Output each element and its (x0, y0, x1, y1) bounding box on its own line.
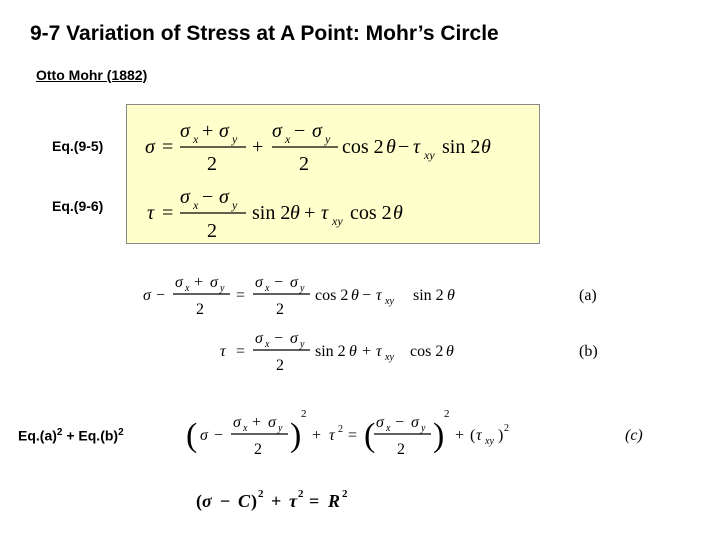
svg-text:−: − (274, 274, 284, 291)
svg-text:τ: τ (413, 136, 421, 158)
svg-text:2: 2 (299, 153, 309, 175)
svg-text:C: C (238, 491, 251, 511)
svg-text:σ: σ (145, 136, 155, 158)
equation-tag-a: (a) (579, 287, 597, 304)
svg-text:2: 2 (207, 220, 217, 242)
svg-text:=: = (348, 427, 358, 444)
svg-text:−: − (202, 186, 214, 208)
svg-text:τ: τ (376, 287, 382, 304)
svg-text:−: − (220, 491, 231, 511)
svg-text:=: = (162, 136, 174, 158)
svg-text:−: − (294, 120, 306, 142)
svg-text:=: = (162, 202, 174, 224)
svg-text:+: + (252, 414, 262, 431)
svg-text:σ: σ (143, 287, 151, 304)
equation-sum-label: $Eq.(a)^2 + Eq.(b)^2$ (18, 427, 124, 444)
svg-text:τ: τ (376, 343, 382, 360)
equation-tag-b: (b) (579, 343, 598, 360)
svg-text:2: 2 (444, 408, 450, 420)
svg-text:y: y (232, 132, 238, 146)
equation-9-5 (145, 120, 491, 175)
svg-text:σ: σ (219, 186, 229, 208)
svg-text:x: x (193, 132, 199, 146)
equation-c (186, 408, 509, 458)
equation-a (143, 274, 455, 318)
svg-text:x: x (193, 198, 199, 212)
svg-text:sin 2: sin 2 (442, 136, 481, 158)
svg-text:y: y (421, 423, 426, 434)
svg-text:σ: σ (312, 120, 322, 142)
svg-text:y: y (220, 283, 225, 294)
svg-text:2: 2 (196, 301, 204, 318)
svg-text:=: = (236, 343, 246, 360)
svg-text:−: − (214, 427, 224, 444)
svg-text:=: = (309, 491, 320, 511)
svg-text:(: ( (196, 491, 202, 511)
slide-title: 9-7 Variation of Stress at A Point: Mohr’s Circle (30, 22, 499, 45)
svg-text:(: ( (470, 427, 476, 444)
svg-text:+: + (194, 274, 204, 291)
svg-text:τ: τ (220, 343, 226, 360)
svg-text:−: − (274, 330, 284, 347)
svg-text:θ: θ (481, 136, 491, 158)
svg-text:): ) (251, 491, 257, 511)
svg-text:σ: σ (202, 491, 212, 511)
svg-text:+: + (455, 427, 465, 444)
svg-text:−: − (156, 287, 166, 304)
svg-text:x: x (386, 423, 391, 434)
svg-text:τ: τ (329, 427, 335, 444)
svg-text:τ: τ (289, 491, 297, 511)
svg-text:σ: σ (411, 414, 419, 431)
svg-text:σ: σ (180, 186, 190, 208)
author-credit: Otto Mohr (1882) (36, 67, 148, 83)
equation-label-9-6: Eq.(9-6) (52, 198, 104, 214)
svg-text:θ: θ (290, 202, 300, 224)
svg-text:σ: σ (233, 414, 241, 431)
svg-text:τ: τ (147, 202, 155, 224)
svg-text:σ: σ (290, 330, 298, 347)
svg-text:σ: σ (210, 274, 218, 291)
svg-text:cos 2: cos 2 (350, 202, 392, 224)
svg-text:2: 2 (254, 441, 262, 458)
svg-text:): ) (433, 417, 445, 454)
svg-text:2: 2 (276, 301, 284, 318)
circle-equation (196, 488, 348, 512)
svg-text:θ: θ (393, 202, 403, 224)
svg-text:xy: xy (424, 148, 435, 162)
svg-text:θ: θ (386, 136, 396, 158)
svg-text:2: 2 (276, 357, 284, 374)
svg-text:xy: xy (385, 296, 394, 307)
svg-text:R: R (328, 491, 341, 511)
svg-text:y: y (300, 339, 305, 350)
svg-text:+: + (252, 136, 264, 158)
svg-text:−: − (362, 287, 372, 304)
svg-text:(: ( (186, 417, 198, 454)
svg-text:+: + (202, 120, 214, 142)
svg-text:2: 2 (397, 441, 405, 458)
svg-text:+: + (312, 427, 322, 444)
svg-text:sin 2: sin 2 (413, 287, 444, 304)
svg-text:−: − (398, 136, 410, 158)
svg-text:): ) (290, 417, 302, 454)
svg-text:θ: θ (349, 343, 357, 360)
svg-text:xy: xy (385, 352, 394, 363)
svg-text:σ: σ (180, 120, 190, 142)
svg-text:sin 2: sin 2 (252, 202, 291, 224)
equation-tag-c: (c) (625, 427, 643, 444)
svg-text:2: 2 (258, 488, 264, 500)
svg-text:(: ( (364, 417, 376, 454)
svg-text:σ: σ (272, 120, 282, 142)
svg-text:2: 2 (298, 488, 304, 500)
svg-text:xy: xy (332, 214, 343, 228)
svg-text:x: x (265, 283, 270, 294)
svg-text:σ: σ (268, 414, 276, 431)
svg-text:σ: σ (255, 330, 263, 347)
svg-text:σ: σ (255, 274, 263, 291)
svg-text:σ: σ (376, 414, 384, 431)
svg-text:−: − (395, 414, 405, 431)
svg-text:): ) (498, 427, 504, 444)
svg-text:y: y (325, 132, 331, 146)
svg-text:σ: σ (175, 274, 183, 291)
svg-text:x: x (285, 132, 291, 146)
svg-text:y: y (232, 198, 238, 212)
svg-text:2: 2 (338, 424, 343, 435)
svg-text:σ: σ (219, 120, 229, 142)
svg-text:2: 2 (207, 153, 217, 175)
svg-text:θ: θ (446, 343, 454, 360)
svg-text:cos 2: cos 2 (342, 136, 384, 158)
svg-text:σ: σ (200, 427, 208, 444)
svg-text:σ: σ (290, 274, 298, 291)
svg-text:2: 2 (504, 423, 509, 434)
equation-b (220, 330, 454, 374)
svg-text:+: + (271, 491, 282, 511)
svg-text:=: = (236, 287, 246, 304)
svg-text:x: x (185, 283, 190, 294)
svg-text:τ: τ (321, 202, 329, 224)
svg-text:2: 2 (342, 488, 348, 500)
svg-text:sin 2: sin 2 (315, 343, 346, 360)
svg-text:cos 2: cos 2 (410, 343, 444, 360)
equation-9-6 (147, 186, 403, 242)
svg-text:x: x (265, 339, 270, 350)
equation-label-9-5: Eq.(9-5) (52, 138, 104, 154)
svg-text:θ: θ (351, 287, 359, 304)
svg-text:y: y (300, 283, 305, 294)
svg-text:cos 2: cos 2 (315, 287, 349, 304)
svg-text:+: + (362, 343, 372, 360)
svg-text:2: 2 (301, 408, 307, 420)
svg-text:θ: θ (447, 287, 455, 304)
svg-text:+: + (304, 202, 316, 224)
svg-text:x: x (243, 423, 248, 434)
svg-text:τ: τ (476, 427, 482, 444)
svg-text:y: y (278, 423, 283, 434)
svg-text:xy: xy (485, 436, 494, 447)
